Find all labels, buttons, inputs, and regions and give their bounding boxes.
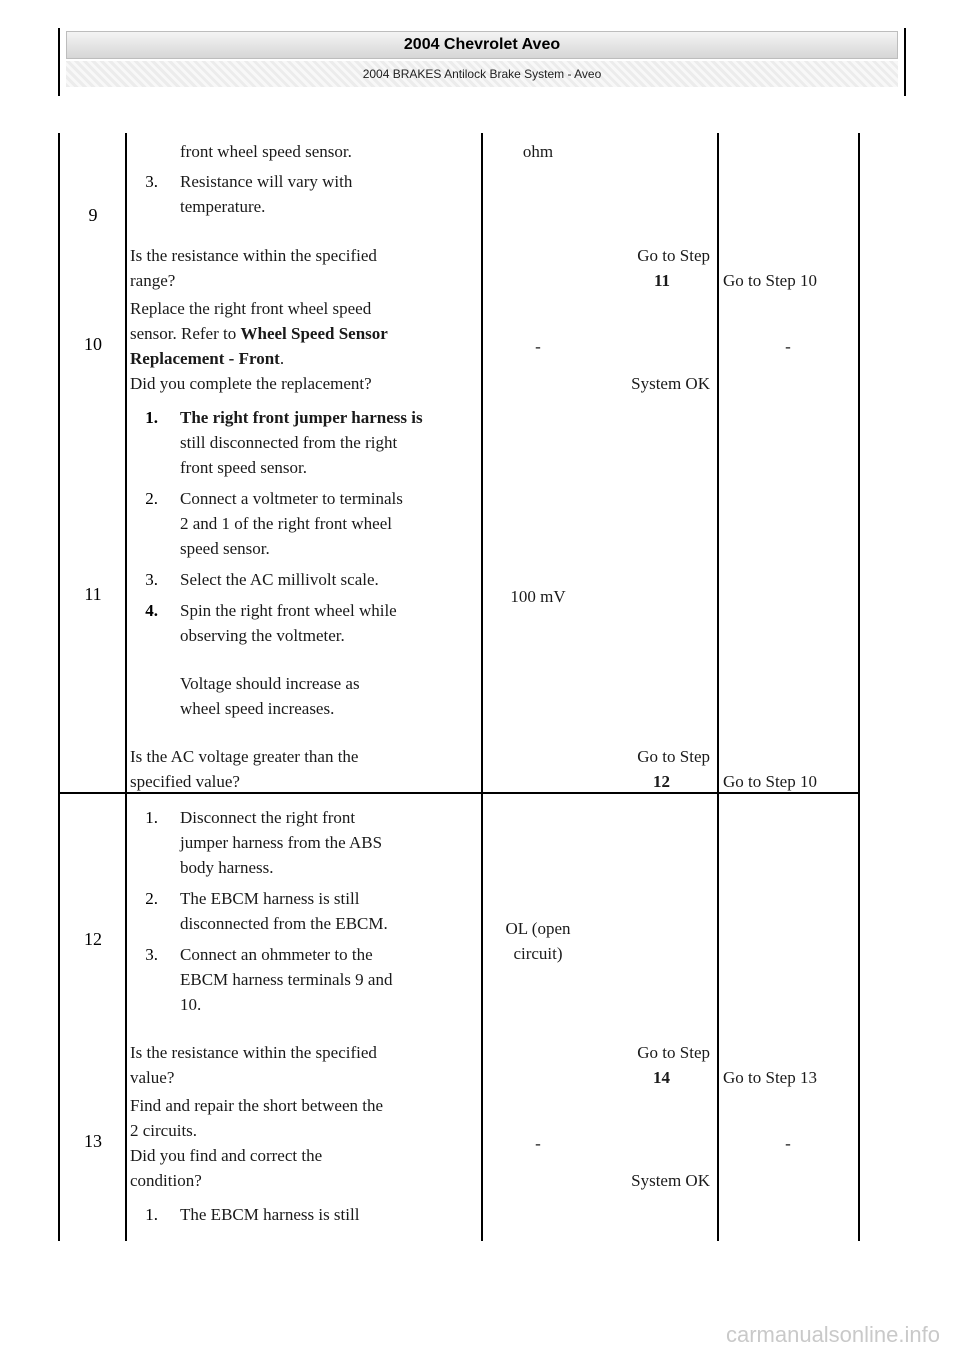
step-text: The right front jumper harness is xyxy=(180,408,423,427)
step-text: Resistance will vary with xyxy=(180,172,353,191)
no-action: - xyxy=(785,337,791,356)
yes-action: 12 xyxy=(653,772,670,791)
list-number: 4. xyxy=(145,601,158,620)
step-number: 13 xyxy=(84,1131,102,1151)
column-divider xyxy=(481,133,483,1241)
step-text: The EBCM harness is still xyxy=(180,889,360,908)
no-action: Go to Step 10 xyxy=(723,772,817,791)
yes-action: Go to Step xyxy=(637,747,710,766)
reference-link[interactable]: Wheel Speed Sensor xyxy=(240,324,388,343)
specified-value: - xyxy=(535,337,541,356)
yes-action: 11 xyxy=(653,271,670,290)
specified-value: 100 mV xyxy=(510,587,566,606)
step-question: Did you find and correct the xyxy=(130,1146,323,1165)
list-number: 1. xyxy=(145,408,158,427)
list-number: 2. xyxy=(145,489,158,508)
specified-value: OL (open xyxy=(505,919,571,938)
step-question: Is the resistance within the specified xyxy=(130,1043,377,1062)
yes-action: System OK xyxy=(631,1171,710,1190)
step-number: 11 xyxy=(84,584,102,604)
step-text: still disconnected from the right xyxy=(180,433,398,452)
step-text: The EBCM harness is still xyxy=(180,1205,360,1224)
step-text: sensor. Refer to Wheel Speed Sensor xyxy=(130,324,388,343)
step-text: body harness. xyxy=(180,858,274,877)
step-text: Select the AC millivolt scale. xyxy=(180,570,379,589)
step-question: range? xyxy=(130,271,176,290)
list-number: 1. xyxy=(145,1205,158,1224)
step-number: 9 xyxy=(88,205,98,225)
step-text: front speed sensor. xyxy=(180,458,308,477)
list-number: 2. xyxy=(145,889,158,908)
yes-action: Go to Step xyxy=(637,1043,710,1062)
list-number: 3. xyxy=(145,945,158,964)
step-text: Find and repair the short between the xyxy=(130,1096,384,1115)
specified-value: ohm xyxy=(522,142,554,161)
step-text: observing the voltmeter. xyxy=(180,626,345,645)
step-text: jumper harness from the ABS xyxy=(180,833,383,852)
step-question: specified value? xyxy=(130,772,240,791)
table-border-right xyxy=(858,133,860,1241)
document-title: 2004 Chevrolet Aveo xyxy=(66,31,898,59)
step-question: value? xyxy=(130,1068,175,1087)
column-divider xyxy=(717,133,719,1241)
step-text: 2 and 1 of the right front wheel xyxy=(180,514,392,533)
step-text: temperature. xyxy=(180,197,266,216)
list-number: 1. xyxy=(145,808,158,827)
column-divider xyxy=(125,133,127,1241)
step-text: Connect a voltmeter to terminals xyxy=(180,489,403,508)
step-text: Replacement - Front. xyxy=(130,349,285,368)
step-text: Connect an ohmmeter to the xyxy=(180,945,373,964)
note-text: Voltage should increase as xyxy=(180,674,360,693)
step-text: 2 circuits. xyxy=(130,1121,198,1140)
step-question: condition? xyxy=(130,1171,202,1190)
list-number: 3. xyxy=(145,570,158,589)
step-number: 12 xyxy=(84,929,102,949)
list-number: 3. xyxy=(145,172,158,191)
step-text: speed sensor. xyxy=(180,539,270,558)
step-question: Is the AC voltage greater than the xyxy=(130,747,359,766)
yes-action: Go to Step xyxy=(637,246,710,265)
step-text: Replace the right front wheel speed xyxy=(130,299,372,318)
document-subtitle: 2004 BRAKES Antilock Brake System - Aveo xyxy=(66,61,898,87)
specified-value: - xyxy=(535,1134,541,1153)
step-text: front wheel speed sensor. xyxy=(180,142,352,161)
no-action: - xyxy=(785,1134,791,1153)
yes-action: 14 xyxy=(653,1068,670,1087)
diagnostic-table xyxy=(58,133,860,1241)
yes-action: System OK xyxy=(631,374,710,393)
watermark: carmanualsonline.info xyxy=(725,1322,940,1347)
step-number: 10 xyxy=(84,334,102,354)
reference-link[interactable]: Replacement - Front xyxy=(130,349,280,368)
step-text: Spin the right front wheel while xyxy=(180,601,397,620)
step-text: EBCM harness terminals 9 and xyxy=(180,970,393,989)
table-border-left xyxy=(58,133,60,1241)
page-header xyxy=(58,28,906,96)
step-question: Is the resistance within the specified xyxy=(130,246,377,265)
no-action: Go to Step 10 xyxy=(723,271,817,290)
specified-value: circuit) xyxy=(513,944,563,963)
note-text: wheel speed increases. xyxy=(180,699,335,718)
step-question: Did you complete the replacement? xyxy=(130,374,372,393)
step-text: Disconnect the right front xyxy=(180,808,356,827)
step-text: disconnected from the EBCM. xyxy=(180,914,388,933)
no-action: Go to Step 13 xyxy=(723,1068,817,1087)
step-text: 10. xyxy=(180,995,202,1014)
